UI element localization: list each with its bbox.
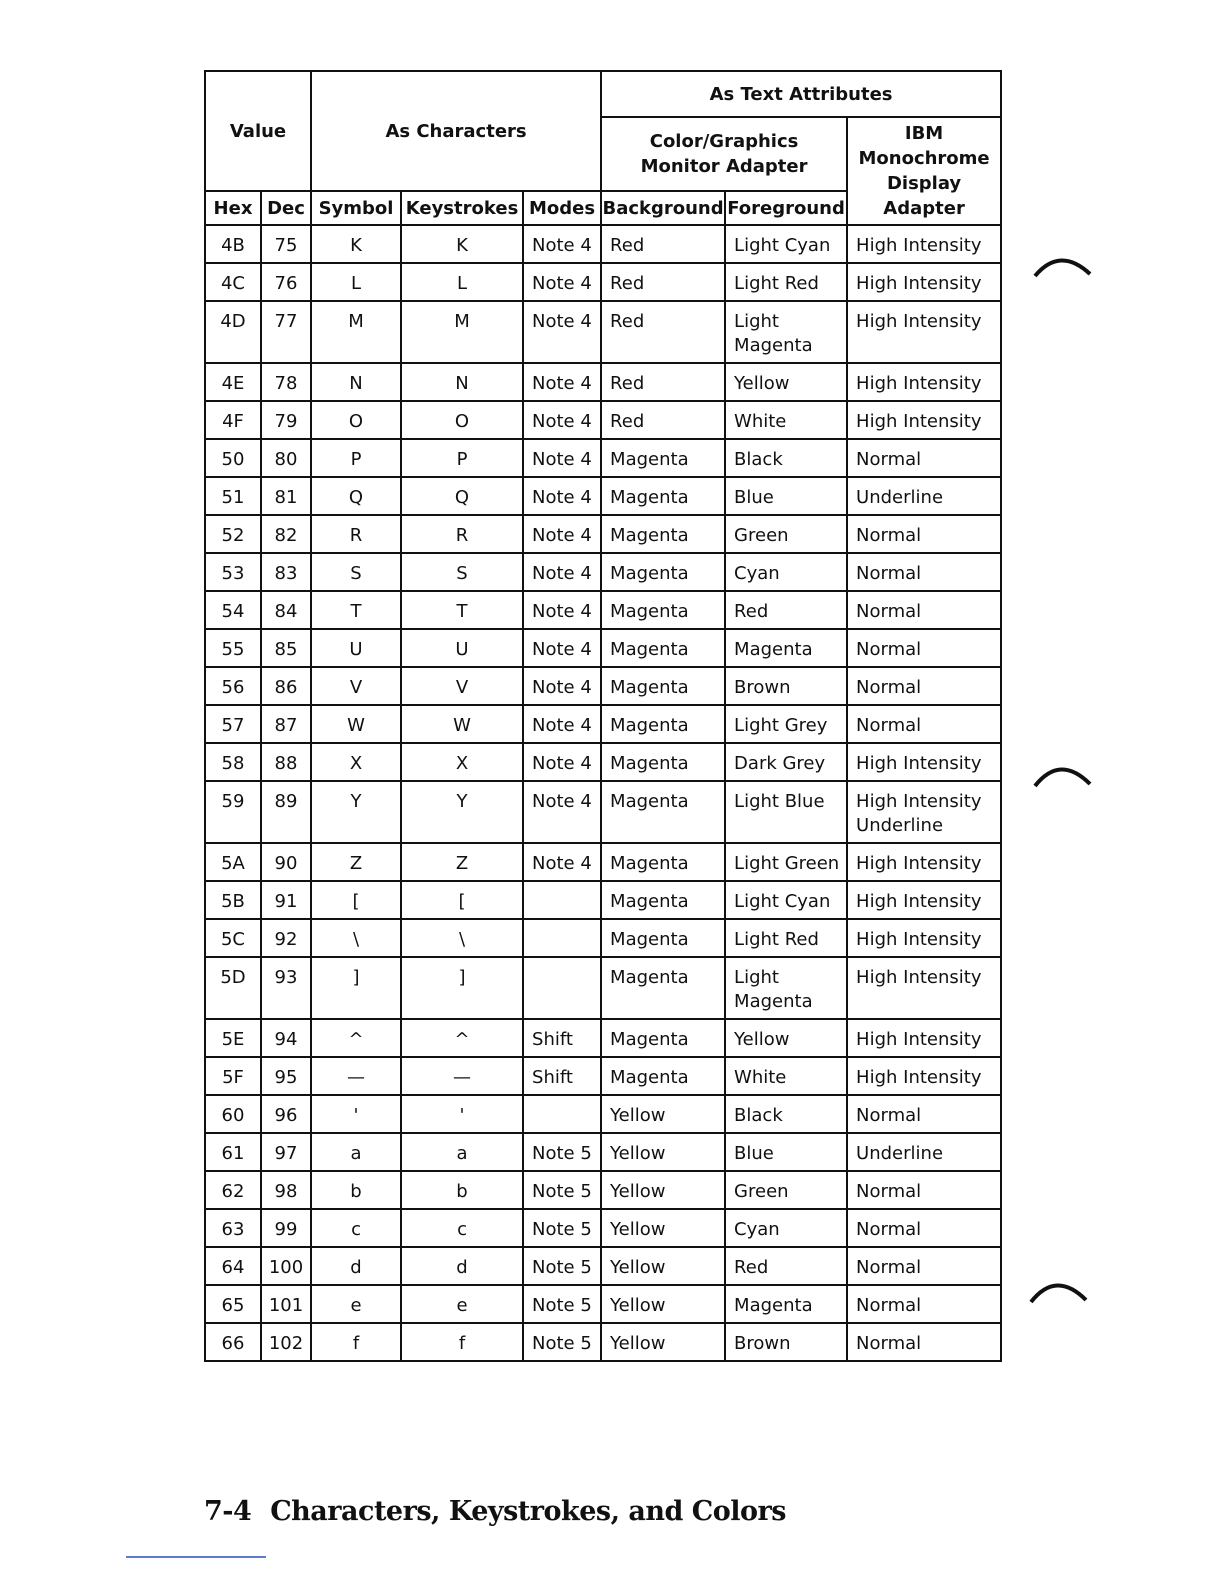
keystrokes-cell: ^ — [401, 1019, 523, 1057]
background-cell: Magenta — [601, 1057, 725, 1095]
symbol-cell: V — [311, 667, 401, 705]
monochrome-cell: Normal — [847, 705, 1001, 743]
foreground-cell: Cyan — [725, 1209, 847, 1247]
table-row — [205, 843, 1001, 881]
modes-cell: Note 5 — [523, 1171, 601, 1209]
hex-cell: 65 — [205, 1285, 261, 1323]
table-row — [205, 957, 1001, 1019]
background-cell: Magenta — [601, 1019, 725, 1057]
modes-cell: Note 4 — [523, 781, 601, 843]
hex-cell: 56 — [205, 667, 261, 705]
symbol-cell: S — [311, 553, 401, 591]
background-cell: Yellow — [601, 1095, 725, 1133]
hex-cell: 4D — [205, 301, 261, 363]
foreground-cell: Yellow — [725, 363, 847, 401]
monochrome-cell: Normal — [847, 1095, 1001, 1133]
foreground-cell: White — [725, 401, 847, 439]
keystrokes-cell: d — [401, 1247, 523, 1285]
keystrokes-cell: a — [401, 1133, 523, 1171]
background-cell: Yellow — [601, 1209, 725, 1247]
hex-cell: 5D — [205, 957, 261, 1019]
foreground-cell: Light Green — [725, 843, 847, 881]
hex-cell: 54 — [205, 591, 261, 629]
symbol-cell: f — [311, 1323, 401, 1361]
foreground-cell: Red — [725, 591, 847, 629]
keystrokes-cell: Q — [401, 477, 523, 515]
color-graphics-header-text: Color/Graphics Monitor Adapter — [640, 131, 808, 177]
keystrokes-cell: f — [401, 1323, 523, 1361]
table-row — [205, 1209, 1001, 1247]
foreground-cell: Light Blue — [725, 781, 847, 843]
modes-cell: Note 4 — [523, 705, 601, 743]
hex-cell: 62 — [205, 1171, 261, 1209]
modes-cell: Note 4 — [523, 225, 601, 263]
monochrome-cell: High Intensity — [847, 919, 1001, 957]
dec-header: Dec — [261, 191, 311, 225]
table-row — [205, 263, 1001, 301]
foreground-cell: Light Grey — [725, 705, 847, 743]
foreground-cell: Magenta — [725, 629, 847, 667]
monochrome-cell: Normal — [847, 1171, 1001, 1209]
margin-arc-mark — [1032, 252, 1092, 282]
dec-cell: 98 — [261, 1171, 311, 1209]
dec-cell: 82 — [261, 515, 311, 553]
value-header: Value — [205, 71, 311, 191]
background-cell: Magenta — [601, 919, 725, 957]
foreground-cell: Light Cyan — [725, 225, 847, 263]
background-cell: Red — [601, 363, 725, 401]
keystrokes-cell: U — [401, 629, 523, 667]
monochrome-cell: Underline — [847, 477, 1001, 515]
keystrokes-cell: K — [401, 225, 523, 263]
hex-cell: 59 — [205, 781, 261, 843]
symbol-cell: d — [311, 1247, 401, 1285]
symbol-cell: O — [311, 401, 401, 439]
table-row — [205, 919, 1001, 957]
monochrome-cell: Normal — [847, 1247, 1001, 1285]
symbol-cell: \ — [311, 919, 401, 957]
dec-cell: 75 — [261, 225, 311, 263]
dec-cell: 81 — [261, 477, 311, 515]
symbol-cell: N — [311, 363, 401, 401]
keystrokes-cell: ' — [401, 1095, 523, 1133]
background-cell: Magenta — [601, 667, 725, 705]
modes-cell: Note 4 — [523, 743, 601, 781]
background-cell: Magenta — [601, 781, 725, 843]
monochrome-cell: High Intensity — [847, 957, 1001, 1019]
symbol-cell: — — [311, 1057, 401, 1095]
keystrokes-cell: — — [401, 1057, 523, 1095]
table-row — [205, 1095, 1001, 1133]
hex-cell: 61 — [205, 1133, 261, 1171]
symbol-cell: R — [311, 515, 401, 553]
symbol-cell: T — [311, 591, 401, 629]
table-row — [205, 1247, 1001, 1285]
keystrokes-cell: X — [401, 743, 523, 781]
keystrokes-cell: V — [401, 667, 523, 705]
table-row — [205, 1323, 1001, 1361]
keystrokes-cell: \ — [401, 919, 523, 957]
dec-cell: 100 — [261, 1247, 311, 1285]
symbol-cell: P — [311, 439, 401, 477]
page-title: Characters, Keystrokes, and Colors — [270, 1496, 786, 1527]
symbol-cell: Q — [311, 477, 401, 515]
keystrokes-cell: c — [401, 1209, 523, 1247]
monochrome-cell: Normal — [847, 439, 1001, 477]
background-cell: Magenta — [601, 843, 725, 881]
modes-cell: Note 4 — [523, 591, 601, 629]
background-cell: Red — [601, 225, 725, 263]
hex-cell: 64 — [205, 1247, 261, 1285]
keystrokes-cell: [ — [401, 881, 523, 919]
hex-cell: 58 — [205, 743, 261, 781]
foreground-cell: Cyan — [725, 553, 847, 591]
symbol-cell: c — [311, 1209, 401, 1247]
monochrome-cell: High Intensity — [847, 881, 1001, 919]
table-row — [205, 1019, 1001, 1057]
table-row — [205, 629, 1001, 667]
table-row — [205, 1285, 1001, 1323]
hex-cell: 5E — [205, 1019, 261, 1057]
modes-cell: Note 5 — [523, 1323, 601, 1361]
foreground-cell: White — [725, 1057, 847, 1095]
background-cell: Yellow — [601, 1171, 725, 1209]
table-row — [205, 781, 1001, 843]
hex-cell: 51 — [205, 477, 261, 515]
dec-cell: 90 — [261, 843, 311, 881]
table-row — [205, 363, 1001, 401]
monochrome-cell: High Intensity — [847, 225, 1001, 263]
modes-cell: Note 4 — [523, 553, 601, 591]
background-cell: Red — [601, 301, 725, 363]
modes-cell — [523, 919, 601, 957]
modes-cell: Note 5 — [523, 1285, 601, 1323]
character-attribute-table — [204, 70, 1002, 1362]
hex-cell: 53 — [205, 553, 261, 591]
monochrome-cell: Normal — [847, 1285, 1001, 1323]
as-characters-header: As Characters — [311, 71, 601, 191]
monochrome-cell: Normal — [847, 629, 1001, 667]
modes-cell — [523, 1095, 601, 1133]
background-header: Background — [601, 191, 725, 225]
modes-cell: Note 5 — [523, 1209, 601, 1247]
background-cell: Magenta — [601, 591, 725, 629]
symbol-cell: a — [311, 1133, 401, 1171]
table-row — [205, 1133, 1001, 1171]
keystrokes-cell: Z — [401, 843, 523, 881]
foreground-cell: Brown — [725, 1323, 847, 1361]
symbol-cell: b — [311, 1171, 401, 1209]
foreground-header: Foreground — [725, 191, 847, 225]
dec-cell: 84 — [261, 591, 311, 629]
foreground-cell: Magenta — [725, 1285, 847, 1323]
table-row — [205, 225, 1001, 263]
hex-cell: 63 — [205, 1209, 261, 1247]
hex-cell: 66 — [205, 1323, 261, 1361]
symbol-cell: ' — [311, 1095, 401, 1133]
dec-cell: 92 — [261, 919, 311, 957]
background-cell: Yellow — [601, 1247, 725, 1285]
symbol-cell: Z — [311, 843, 401, 881]
monochrome-cell: High Intensity — [847, 263, 1001, 301]
dec-cell: 99 — [261, 1209, 311, 1247]
background-cell: Magenta — [601, 515, 725, 553]
hex-cell: 52 — [205, 515, 261, 553]
foreground-cell: Light Magenta — [725, 957, 847, 1019]
hex-cell: 60 — [205, 1095, 261, 1133]
foreground-cell: Light Magenta — [725, 301, 847, 363]
symbol-cell: X — [311, 743, 401, 781]
hex-cell: 4B — [205, 225, 261, 263]
table-row — [205, 553, 1001, 591]
symbol-cell: ] — [311, 957, 401, 1019]
table-body — [205, 225, 1001, 1361]
dec-cell: 94 — [261, 1019, 311, 1057]
dec-cell: 78 — [261, 363, 311, 401]
ibm-monochrome-header — [847, 117, 1001, 225]
modes-cell: Shift — [523, 1057, 601, 1095]
monochrome-cell: Underline — [847, 1133, 1001, 1171]
background-cell: Yellow — [601, 1285, 725, 1323]
foreground-cell: Dark Grey — [725, 743, 847, 781]
dec-cell: 101 — [261, 1285, 311, 1323]
hex-cell: 4E — [205, 363, 261, 401]
as-text-attributes-header: As Text Attributes — [601, 71, 1001, 117]
foreground-cell: Light Cyan — [725, 881, 847, 919]
keystrokes-cell: M — [401, 301, 523, 363]
modes-cell: Note 4 — [523, 629, 601, 667]
modes-cell: Note 4 — [523, 439, 601, 477]
monochrome-cell: High Intensity — [847, 363, 1001, 401]
modes-cell — [523, 957, 601, 1019]
keystrokes-cell: W — [401, 705, 523, 743]
table-row — [205, 401, 1001, 439]
keystrokes-cell: L — [401, 263, 523, 301]
margin-arc-mark — [1032, 760, 1092, 790]
hex-cell: 4C — [205, 263, 261, 301]
keystrokes-cell: N — [401, 363, 523, 401]
scan-artifact-line — [126, 1556, 266, 1558]
table-row — [205, 743, 1001, 781]
dec-cell: 89 — [261, 781, 311, 843]
background-cell: Magenta — [601, 881, 725, 919]
dec-cell: 95 — [261, 1057, 311, 1095]
background-cell: Magenta — [601, 705, 725, 743]
modes-cell: Note 4 — [523, 477, 601, 515]
dec-cell: 88 — [261, 743, 311, 781]
monochrome-cell: High Intensity — [847, 843, 1001, 881]
hex-cell: 5C — [205, 919, 261, 957]
monochrome-cell: High Intensity Underline — [847, 781, 1001, 843]
background-cell: Magenta — [601, 957, 725, 1019]
modes-header: Modes — [523, 191, 601, 225]
keystrokes-cell: P — [401, 439, 523, 477]
symbol-cell: M — [311, 301, 401, 363]
page-number: 7-4 — [204, 1496, 252, 1527]
keystrokes-cell: Y — [401, 781, 523, 843]
table-row — [205, 667, 1001, 705]
background-cell: Red — [601, 401, 725, 439]
dec-cell: 76 — [261, 263, 311, 301]
monochrome-cell: Normal — [847, 1323, 1001, 1361]
foreground-cell: Blue — [725, 1133, 847, 1171]
hex-cell: 5A — [205, 843, 261, 881]
foreground-cell: Green — [725, 515, 847, 553]
foreground-cell: Light Red — [725, 263, 847, 301]
background-cell: Yellow — [601, 1133, 725, 1171]
color-graphics-header — [601, 117, 847, 191]
symbol-cell: W — [311, 705, 401, 743]
foreground-cell: Black — [725, 439, 847, 477]
symbol-header: Symbol — [311, 191, 401, 225]
monochrome-cell: Normal — [847, 553, 1001, 591]
monochrome-cell: Normal — [847, 515, 1001, 553]
background-cell: Yellow — [601, 1323, 725, 1361]
table-row — [205, 881, 1001, 919]
hex-cell: 5B — [205, 881, 261, 919]
dec-cell: 85 — [261, 629, 311, 667]
foreground-cell: Yellow — [725, 1019, 847, 1057]
table-row — [205, 1171, 1001, 1209]
modes-cell — [523, 881, 601, 919]
dec-cell: 83 — [261, 553, 311, 591]
page-footer — [204, 1496, 786, 1527]
background-cell: Magenta — [601, 629, 725, 667]
monochrome-cell: Normal — [847, 1209, 1001, 1247]
hex-header: Hex — [205, 191, 261, 225]
modes-cell: Note 4 — [523, 301, 601, 363]
symbol-cell: L — [311, 263, 401, 301]
dec-cell: 97 — [261, 1133, 311, 1171]
symbol-cell: ^ — [311, 1019, 401, 1057]
hex-cell: 5F — [205, 1057, 261, 1095]
monochrome-cell: Normal — [847, 667, 1001, 705]
table-row — [205, 705, 1001, 743]
keystrokes-cell: R — [401, 515, 523, 553]
keystrokes-cell: ] — [401, 957, 523, 1019]
monochrome-cell: High Intensity — [847, 401, 1001, 439]
background-cell: Magenta — [601, 439, 725, 477]
keystrokes-cell: T — [401, 591, 523, 629]
symbol-cell: e — [311, 1285, 401, 1323]
dec-cell: 86 — [261, 667, 311, 705]
hex-cell: 4F — [205, 401, 261, 439]
symbol-cell: K — [311, 225, 401, 263]
keystrokes-cell: S — [401, 553, 523, 591]
dec-cell: 96 — [261, 1095, 311, 1133]
dec-cell: 87 — [261, 705, 311, 743]
monochrome-cell: High Intensity — [847, 1057, 1001, 1095]
keystrokes-cell: e — [401, 1285, 523, 1323]
monochrome-cell: High Intensity — [847, 301, 1001, 363]
monochrome-cell: Normal — [847, 591, 1001, 629]
table-row — [205, 1057, 1001, 1095]
modes-cell: Note 4 — [523, 667, 601, 705]
symbol-cell: Y — [311, 781, 401, 843]
dec-cell: 80 — [261, 439, 311, 477]
foreground-cell: Green — [725, 1171, 847, 1209]
background-cell: Magenta — [601, 743, 725, 781]
modes-cell: Note 4 — [523, 515, 601, 553]
dec-cell: 102 — [261, 1323, 311, 1361]
character-table-container — [204, 70, 1000, 1362]
background-cell: Magenta — [601, 477, 725, 515]
modes-cell: Note 5 — [523, 1247, 601, 1285]
monochrome-cell: High Intensity — [847, 743, 1001, 781]
dec-cell: 93 — [261, 957, 311, 1019]
ibm-monochrome-header-text: IBM Monochrome Display Adapter — [858, 123, 990, 219]
dec-cell: 79 — [261, 401, 311, 439]
hex-cell: 57 — [205, 705, 261, 743]
symbol-cell: [ — [311, 881, 401, 919]
modes-cell: Shift — [523, 1019, 601, 1057]
modes-cell: Note 4 — [523, 363, 601, 401]
hex-cell: 55 — [205, 629, 261, 667]
keystrokes-cell: b — [401, 1171, 523, 1209]
modes-cell: Note 4 — [523, 263, 601, 301]
background-cell: Magenta — [601, 553, 725, 591]
modes-cell: Note 4 — [523, 843, 601, 881]
table-row — [205, 439, 1001, 477]
foreground-cell: Brown — [725, 667, 847, 705]
symbol-cell: U — [311, 629, 401, 667]
keystrokes-cell: O — [401, 401, 523, 439]
dec-cell: 91 — [261, 881, 311, 919]
hex-cell: 50 — [205, 439, 261, 477]
margin-arc-mark — [1028, 1276, 1088, 1306]
background-cell: Red — [601, 263, 725, 301]
dec-cell: 77 — [261, 301, 311, 363]
keystrokes-header: Keystrokes — [401, 191, 523, 225]
table-row — [205, 301, 1001, 363]
foreground-cell: Black — [725, 1095, 847, 1133]
foreground-cell: Red — [725, 1247, 847, 1285]
foreground-cell: Blue — [725, 477, 847, 515]
monochrome-cell: High Intensity — [847, 1019, 1001, 1057]
table-row — [205, 477, 1001, 515]
modes-cell: Note 5 — [523, 1133, 601, 1171]
table-row — [205, 515, 1001, 553]
modes-cell: Note 4 — [523, 401, 601, 439]
table-row — [205, 591, 1001, 629]
foreground-cell: Light Red — [725, 919, 847, 957]
